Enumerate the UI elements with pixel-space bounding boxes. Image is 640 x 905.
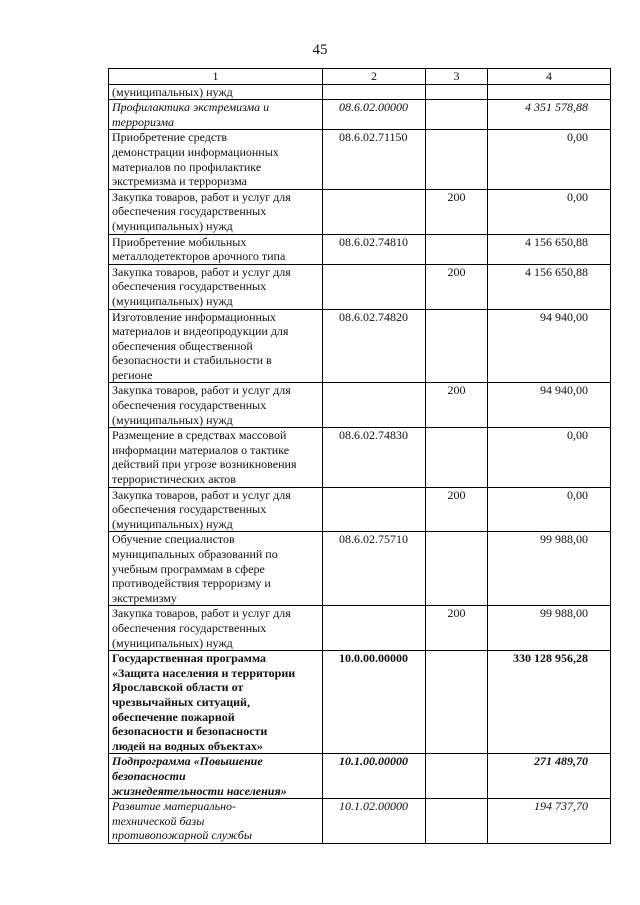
row-description: Обучение специалистов муниципальных образований по учебным программам в сфере противодействия терроризму и экстремизму	[109, 532, 323, 606]
row-code: 10.1.02.00000	[323, 799, 426, 844]
row-expense-type	[426, 651, 488, 754]
row-amount: 330 128 956,28	[488, 651, 611, 754]
row-expense-type	[426, 84, 488, 100]
row-amount: 0,00	[488, 189, 611, 234]
row-description: Подпрограмма «Повышение безопасности жизнедеятельности населения»	[109, 754, 323, 799]
row-code: 08.6.02.74830	[323, 428, 426, 487]
row-code	[323, 189, 426, 234]
table-row	[109, 383, 611, 428]
row-amount	[488, 84, 611, 100]
row-code: 08.6.02.00000	[323, 100, 426, 130]
row-code: 08.6.02.71150	[323, 130, 426, 189]
table-row	[109, 428, 611, 487]
row-description: Приобретение мобильных металлодетекторов арочного типа	[109, 234, 323, 264]
row-code	[323, 84, 426, 100]
row-description: Государственная программа «Защита населения и территории Ярославской области от чрезвычайных ситуаций, обеспечение пожарной безопасности и безопасности людей на водных объектах»	[109, 651, 323, 754]
row-code	[323, 264, 426, 309]
row-expense-type	[426, 532, 488, 606]
row-amount: 99 988,00	[488, 606, 611, 651]
row-amount: 4 351 578,88	[488, 100, 611, 130]
table-row	[109, 309, 611, 383]
row-code	[323, 606, 426, 651]
table-header-row	[109, 69, 611, 85]
row-expense-type	[426, 799, 488, 844]
row-amount: 0,00	[488, 428, 611, 487]
row-expense-type	[426, 100, 488, 130]
table-row	[109, 84, 611, 100]
table-row	[109, 799, 611, 844]
row-expense-type	[426, 130, 488, 189]
row-amount: 0,00	[488, 130, 611, 189]
row-code: 08.6.02.75710	[323, 532, 426, 606]
row-code: 10.1.00.00000	[323, 754, 426, 799]
row-amount: 94 940,00	[488, 309, 611, 383]
row-amount: 94 940,00	[488, 383, 611, 428]
row-amount: 4 156 650,88	[488, 264, 611, 309]
row-description: Закупка товаров, работ и услуг для обеспечения государственных (муниципальных) нужд	[109, 487, 323, 532]
row-amount: 0,00	[488, 487, 611, 532]
header-col-2: 2	[323, 69, 426, 85]
row-description: Закупка товаров, работ и услуг для обеспечения государственных (муниципальных) нужд	[109, 189, 323, 234]
row-amount: 4 156 650,88	[488, 234, 611, 264]
row-expense-type	[426, 754, 488, 799]
row-code: 08.6.02.74810	[323, 234, 426, 264]
table-row	[109, 606, 611, 651]
header-col-1: 1	[109, 69, 323, 85]
row-description: (муниципальных) нужд	[109, 84, 323, 100]
row-description: Закупка товаров, работ и услуг для обеспечения государственных (муниципальных) нужд	[109, 383, 323, 428]
row-expense-type	[426, 234, 488, 264]
row-code	[323, 487, 426, 532]
row-expense-type: 200	[426, 189, 488, 234]
row-description: Развитие материально- технической базы противопожарной службы	[109, 799, 323, 844]
table-row	[109, 264, 611, 309]
row-description: Изготовление информационных материалов и видеопродукции для обеспечения общественной безопасности и стабильности в регионе	[109, 309, 323, 383]
table-row	[109, 130, 611, 189]
row-expense-type: 200	[426, 264, 488, 309]
table-row	[109, 189, 611, 234]
page-number: 45	[312, 42, 328, 58]
table-row	[109, 234, 611, 264]
row-amount: 99 988,00	[488, 532, 611, 606]
row-expense-type: 200	[426, 606, 488, 651]
row-amount: 271 489,70	[488, 754, 611, 799]
row-expense-type: 200	[426, 383, 488, 428]
row-description: Закупка товаров, работ и услуг для обеспечения государственных (муниципальных) нужд	[109, 606, 323, 651]
table-row	[109, 487, 611, 532]
row-code	[323, 383, 426, 428]
budget-table	[108, 68, 611, 844]
table-row	[109, 651, 611, 754]
row-description: Профилактика экстремизма и терроризма	[109, 100, 323, 130]
row-expense-type	[426, 309, 488, 383]
row-code: 10.0.00.00000	[323, 651, 426, 754]
table-row	[109, 532, 611, 606]
header-col-3: 3	[426, 69, 488, 85]
row-description: Закупка товаров, работ и услуг для обеспечения государственных (муниципальных) нужд	[109, 264, 323, 309]
row-expense-type	[426, 428, 488, 487]
row-expense-type: 200	[426, 487, 488, 532]
table-row	[109, 100, 611, 130]
row-code: 08.6.02.74820	[323, 309, 426, 383]
table-row	[109, 754, 611, 799]
row-description: Размещение в средствах массовой информации материалов о тактике действий при угрозе возникновения террористических актов	[109, 428, 323, 487]
header-col-4: 4	[488, 69, 611, 85]
row-amount: 194 737,70	[488, 799, 611, 844]
row-description: Приобретение средств демонстрации информационных материалов по профилактике экстремизма и терроризма	[109, 130, 323, 189]
